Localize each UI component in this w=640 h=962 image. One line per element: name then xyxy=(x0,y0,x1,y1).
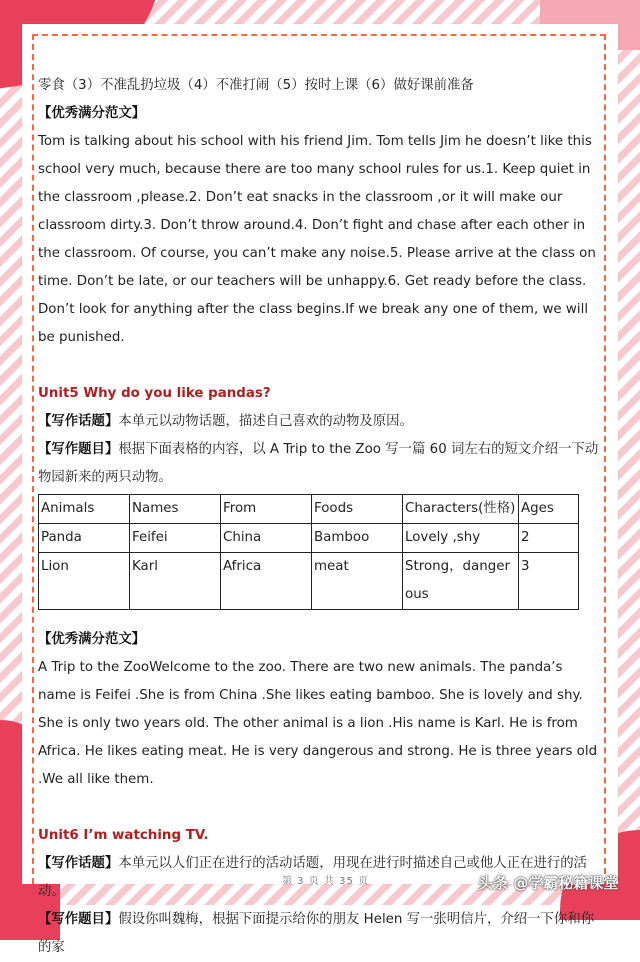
table-cell: 2 xyxy=(519,524,579,553)
table-header-cell: Names xyxy=(130,495,221,524)
unit6-task-text: 假设你叫魏梅，根据下面提示给你的朋友 Helen 写一张明信片，介绍一下你和你的家 xyxy=(38,912,595,955)
table-header-cell: From xyxy=(221,495,312,524)
intro-tail: 零食（3）不准乱扔垃圾（4）不准打闹（5）按时上课（6）做好课前准备 xyxy=(38,78,474,93)
table-cell: Bamboo xyxy=(312,524,403,553)
table-header-cell: Animals xyxy=(39,495,130,524)
unit5-title: Unit5 Why do you like pandas? xyxy=(38,386,271,401)
table-header-row xyxy=(39,495,579,524)
unit6-task xyxy=(38,906,604,962)
table-cell: Lovely ,shy xyxy=(403,524,519,553)
table-cell: meat xyxy=(312,553,403,610)
table-row xyxy=(39,524,579,553)
table-cell: Lion xyxy=(39,553,130,610)
watermark: 头条 @学霸秘籍课堂 xyxy=(478,874,619,892)
table-cell: Strong，dangerous xyxy=(403,553,519,610)
unit5-topic-label: 【写作话题】 xyxy=(38,414,119,429)
sample1-heading: 【优秀满分范文】 xyxy=(38,106,146,121)
table-header-cell: Foods xyxy=(312,495,403,524)
animals-table xyxy=(38,494,579,610)
table-cell: Karl xyxy=(130,553,221,610)
table-cell: Africa xyxy=(221,553,312,610)
unit5-sample-heading: 【优秀满分范文】 xyxy=(38,632,146,647)
table-cell: China xyxy=(221,524,312,553)
unit6-topic-label: 【写作话题】 xyxy=(38,856,119,871)
table-row xyxy=(39,553,579,610)
table-cell: Feifei xyxy=(130,524,221,553)
page-number: 第 3 页 共 35 页 xyxy=(282,876,369,887)
table-cell: Panda xyxy=(39,524,130,553)
table-header-cell: Characters(性格) xyxy=(403,495,519,524)
document-body xyxy=(38,72,604,962)
table-cell: 3 xyxy=(519,553,579,610)
unit6-task-label: 【写作题目】 xyxy=(38,912,119,927)
table-header-cell: Ages xyxy=(519,495,579,524)
unit5-task xyxy=(38,436,604,492)
unit5-task-label: 【写作题目】 xyxy=(38,442,119,457)
unit5-topic-text: 本单元以动物话题，描述自己喜欢的动物及原因。 xyxy=(118,414,413,429)
unit5-topic xyxy=(38,408,604,436)
unit6-topic-text: 本单元以人们正在进行的活动话题，用现在进行时描述自己或他人正在进行的活动。 xyxy=(38,856,588,899)
unit5-task-text: 根据下面表格的内容，以 A Trip to the Zoo 写一篇 60 词左右的短文介绍一下动物园新来的两只动物。 xyxy=(38,442,599,485)
sample1-text: Tom is talking about his school with his friend Jim. Tom tells Jim he doesn’t like this school very much, because there are too many school rules for us.1. Keep quiet in the classroom ,please.2. Don’t eat snacks in the classroom ,or it will make our classroom dirty.3. Don’t throw around.4. Don’t fight and chase after each other in the classroom. Of course, you can’t make any noise.5. Please arrive at the class on time. Don’t be late, or our teachers will be unhappy.6. Get ready before the class. Don’t look for anything after the class begins.If we break any one of them, we will be punished. xyxy=(38,134,596,345)
unit5-sample-text: A Trip to the ZooWelcome to the zoo. There are two new animals. The panda’s name is Feifei .She is from China .She likes eating bamboo. She is lovely and shy. She is only two years old. The other animal is a lion .His name is Karl. He is from Africa. He likes eating meat. He is very dangerous and strong. He is three years old .We all like them. xyxy=(38,660,598,787)
unit6-title: Unit6 I’m watching TV. xyxy=(38,828,209,843)
